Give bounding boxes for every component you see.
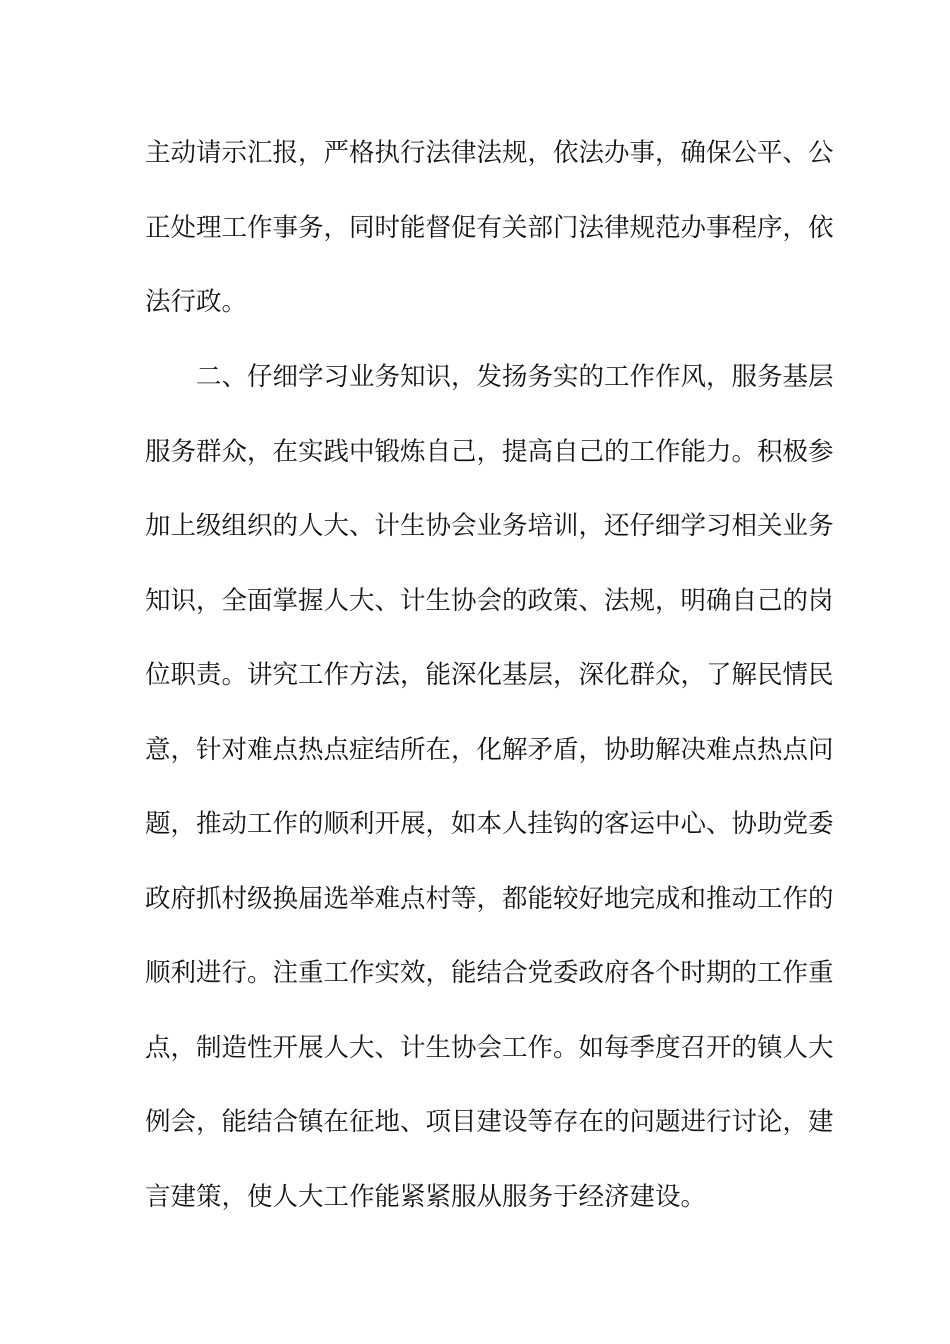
paragraph-line: 点，制造性开展人大、计生协会工作。如每季度召开的镇人大 xyxy=(145,1032,834,1063)
paragraph-line: 例会，能结合镇在征地、项目建设等存在的问题进行讨论，建 xyxy=(145,1107,834,1137)
paragraph-line: 服务群众，在实践中锻炼自己，提高自己的工作能力。积极参 xyxy=(145,436,834,467)
paragraph-line: 加上级组织的人大、计生协会业务培训，还仔细学习相关业务 xyxy=(145,511,834,541)
paragraph-line: 意，针对难点热点症结所在，化解矛盾，协助解决难点热点问 xyxy=(145,734,834,765)
paragraph-2 xyxy=(145,340,834,1234)
paragraph-line: 题，推动工作的顺利开展，如本人挂钩的客运中心、协助党委 xyxy=(145,809,834,839)
paragraph-line: 位职责。讲究工作方法，能深化基层，深化群众，了解民情民 xyxy=(145,660,834,690)
paragraph-line: 法行政。 xyxy=(145,287,248,317)
paragraph-line: 主动请示汇报，严格执行法律法规，依法办事，确保公平、公 xyxy=(145,138,834,168)
paragraph-line: 顺利进行。注重工作实效，能结合党委政府各个时期的工作重 xyxy=(145,958,834,988)
paragraph-line: 二、仔细学习业务知识，发扬务实的工作作风，服务基层 xyxy=(196,362,834,392)
paragraph-1 xyxy=(145,116,834,340)
paragraph-line: 知识，全面掌握人大、计生协会的政策、法规，明确自己的岗 xyxy=(145,585,834,616)
paragraph-line: 政府抓村级换届选举难点村等，都能较好地完成和推动工作的 xyxy=(145,883,834,914)
paragraph-line: 正处理工作事务，同时能督促有关部门法律规范办事程序，依 xyxy=(145,212,834,243)
paragraph-line: 言建策，使人大工作能紧紧服从服务于经济建设。 xyxy=(145,1181,707,1212)
